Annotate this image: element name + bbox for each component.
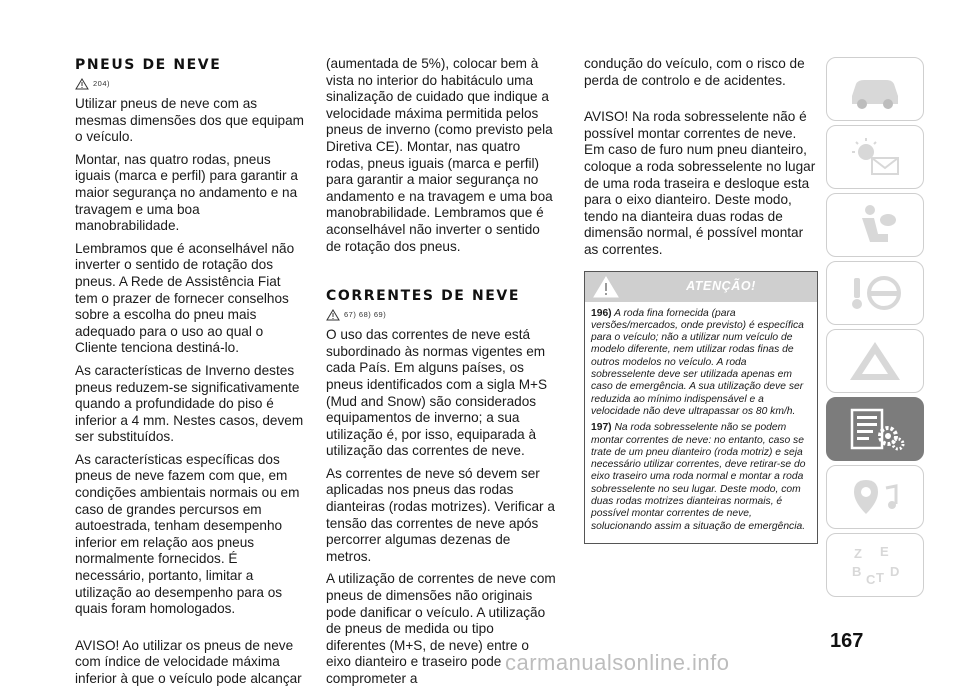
reference-numbers: 67) 68) 69) — [344, 309, 387, 319]
paragraph: Montar, nas quatro rodas, pneus iguais (marca e perfil) para garantir a maior segurança no andamento e na travagem e uma boa manobrabilidade. — [75, 151, 298, 234]
paragraph: As características específicas dos pneus de neve fazem com que, em condições ambientais normais ou em caso de grandes percursos em autoestrada, tenham desempenho inferior em relação aos pneus normalmente fornecidos. É necessário, portanto, limitar a utilização ao desempenho para os quais foram homologados. — [75, 451, 300, 617]
warning-paragraph: AVISO! Ao utilizar os pneus de neve com índice de velocidade máxima inferior à que o veículo pode alcançar — [75, 637, 302, 686]
paragraph: As características de Inverno destes pneus reduzem-se significativamente quando a profundidade do piso é inferior a 4 mm. Nestes casos, devem ser substituídos. — [75, 362, 304, 445]
chapter-tab-vehicle[interactable] — [826, 57, 924, 121]
chapter-tab-lights-messages[interactable] — [826, 125, 924, 189]
reference-line — [326, 307, 556, 323]
paragraph: Lembramos que é aconselhável não inverter o sentido de rotação dos pneus. A Rede de Assistência Fiat tem o prazer de fornecer conselhos sobre a escolha do pneu mais adequado para o uso ao qual o Cliente tenciona destiná-lo. — [75, 240, 295, 356]
paragraph: As correntes de neve só devem ser aplicadas nos pneus das rodas dianteiras (rodas motrizes). Verificar a tensão das correntes de neve após percorrer algumas dezenas de metros. — [326, 465, 555, 564]
attention-box — [584, 271, 818, 544]
reference-line — [75, 76, 305, 92]
index-letter: Z — [854, 545, 862, 561]
media-note-icon — [844, 474, 906, 520]
list-gears-icon — [844, 406, 906, 452]
attention-item-number: 196) — [591, 307, 612, 319]
warning-triangle-icon — [593, 276, 619, 298]
chapter-tab-multimedia[interactable] — [826, 465, 924, 529]
paragraph: Utilizar pneus de neve com as mesmas dimensões dos que equipam o veículo. — [75, 96, 304, 145]
paragraph: O uso das correntes de neve está subordinado às normas vigentes em cada País. Em alguns países, os pneus identificados com a sigla M+S (Mud and Snow) são considerados equipamentos de inverno; a sua utilização é, por isso, equiparada à utilização das correntes de neve. — [326, 327, 548, 459]
key-steering-wheel-icon — [844, 270, 906, 316]
index-letter: D — [890, 563, 900, 579]
paragraph: A utilização de correntes de neve com pneus de dimensões não originais pode danificar o veículo. A utilização de pneus de medida ou tipo diferentes (M+S, de neve) entre o eixo dianteiro e traseiro pode comprometer a — [326, 571, 556, 686]
attention-body — [585, 302, 817, 543]
index-letter: E — [880, 543, 889, 559]
chapter-tab-index[interactable] — [826, 533, 924, 597]
index-letter: T — [876, 569, 884, 585]
section-heading-snow-tyres: PNEUS DE NEVE — [75, 57, 222, 73]
warning-paragraph: AVISO! Na roda sobresselente não é possível montar correntes de neve. Em caso de furo num pneu dianteiro, coloque a roda sobresselente no lugar de uma roda traseira e desloque esta para o eixo dianteiro. Deste modo, tendo na dianteira duas rodas de dimensão normal, é possível montar as correntes. — [584, 109, 816, 257]
column-middle — [326, 56, 556, 694]
car-icon — [844, 66, 906, 112]
attention-item-text: Na roda sobresselente não se podem montar correntes de neve: no entanto, caso se trate de um pneu dianteiro (roda motriz) e seja necessário utilizar correntes, deve retirar-se do eixo traseiro uma roda normal e montar a roda sobresselente no seu lugar. Deste modo, com duas rodas motrizes dianteiras normais, é possível montar correntes de neve, solucionando assim a situação de emergência. — [591, 422, 806, 532]
paragraph: (aumentada de 5%), colocar bem à vista no interior do habitáculo uma sinalização de cuidado que indique a velocidade máxima permitida pelos pneus de inverno (como previsto pela Diretiva CE). Montar, nas quatro rodas, pneus iguais (marca e perfil) para garantir a maior segurança no andamento e na travagem e uma boa manobrabilidade. Lembramos que é aconselhável não inverter o sentido de rotação dos pneus. — [326, 56, 553, 254]
chapter-tabs — [826, 57, 924, 601]
reference-numbers: 204) — [93, 78, 111, 88]
chapter-tab-emergency[interactable] — [826, 329, 924, 393]
attention-item — [591, 308, 811, 419]
seat-airbag-icon — [844, 202, 906, 248]
lights-envelope-icon — [844, 134, 906, 180]
chapter-tab-starting-driving[interactable] — [826, 261, 924, 325]
section-heading-snow-chains: CORRENTES DE NEVE — [326, 288, 521, 305]
index-letter: B — [852, 563, 862, 579]
warning-triangle-icon — [326, 309, 340, 321]
attention-header — [585, 272, 817, 302]
chapter-tab-safety[interactable] — [826, 193, 924, 257]
column-right — [584, 56, 816, 544]
attention-item — [591, 422, 811, 533]
warning-triangle-icon — [75, 78, 89, 90]
attention-item-text: A roda fina fornecida (para versões/mercados, onde previsto) é específica para o veículo; não a utilizar num veículo de modelo diferente, nem utilizar rodas finas de outros modelos no veículo. A roda sobresselente deve ser utilizada apenas em caso de emergência. A sua utilização deve ser reduzida ao mínimo indispensável e a velocidade não deve ultrapassar os 80 km/h. — [591, 307, 804, 417]
column-left — [75, 56, 305, 694]
watermark: carmanualsonline.info — [505, 650, 730, 675]
page-number: 167 — [830, 630, 864, 652]
index-letter: C — [866, 571, 876, 587]
attention-title: ATENÇÃO! — [686, 279, 756, 294]
warning-triangle-icon — [844, 338, 906, 384]
chapter-tab-maintenance[interactable] — [826, 397, 924, 461]
attention-item-number: 197) — [591, 422, 612, 434]
alphabet-index-icon — [844, 542, 906, 588]
paragraph: condução do veículo, com o risco de perda de controlo e de acidentes. — [584, 56, 805, 88]
